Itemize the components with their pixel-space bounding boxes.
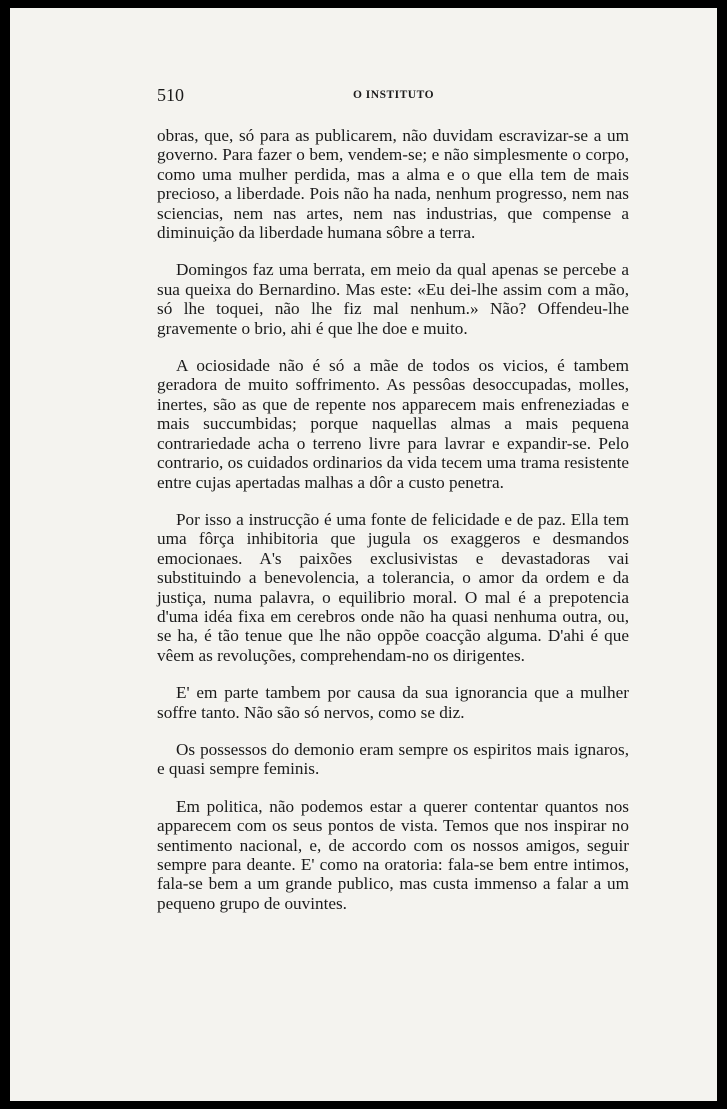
paragraph-2: Domingos faz uma berrata, em meio da qual apenas se percebe a sua queixa do Bernardino. Mas este: «Eu dei-lhe assim com a mão, só lhe toquei, não lhe fiz mal nenhum.» Não? Offendeu-lhe gravemente o brio, ahi é que lhe doe e muito. [157,260,629,338]
paragraph-4: Por isso a instrucção é uma fonte de felicidade e de paz. Ella tem uma fôrça inhibitoria que jugula os exaggeros e desmandos emocionaes. A's paixões exclusivistas e devastadoras vai substituindo a benevolencia, a tolerancia, o amor da ordem e da justiça, numa palavra, o equilibrio moral. O mal é a prepotencia d'uma idéa fixa em cerebros onde não ha quasi nenhuma outra, ou, se ha, é tão tenue que lhe não oppõe coacção alguma. D'ahi é que vêem as revoluções, comprehendam-no os dirigentes. [157,509,629,665]
page-header [157,85,630,109]
paragraph-6: Os possessos do demonio eram sempre os espiritos mais ignaros, e quasi sempre feminis. [157,739,629,779]
paragraph-3: A ociosidade não é só a mãe de todos os vicios, é tambem geradora de muito soffrimento. As pessôas desoccupadas, molles, inertes, são as que de repente nos apparecem mais enfreneziadas e mais succumbidas; porque naquellas almas a mais pequena contrariedade acha o terreno livre para lavrar e expandir-se. Pelo contrario, os cuidados ordinarios da vida tecem uma trama resistente entre cujas apertadas malhas a dôr a custo penetra. [157,356,629,492]
paragraph-5: E' em parte tambem por causa da sua ignorancia que a mulher soffre tanto. Não são só nervos, como se diz. [157,683,629,722]
paragraph-1: obras, que, só para as publicarem, não duvidam escravizar-se a um governo. Para fazer o bem, vendem-se; e não simplesmente o corpo, como uma mulher perdida, mas a alma e o que ella tem de mais precioso, a liberdade. Pois não ha nada, nenhum progresso, nem nas sciencias, nem nas artes, nem nas industrias, que compense a diminuição da liberdade humana sôbre a terra. [157,126,629,243]
paragraph-7: Em politica, não podemos estar a querer contentar quantos nos apparecem com os seus pontos de vista. Temos que nos inspirar no sentimento nacional, e, de accordo com os nossos amigos, seguir sempre para deante. E' como na oratoria: fala-se bem entre intimos, fala-se bem a um grande publico, mas custa immenso a falar a um pequeno grupo de ouvintes. [157,796,629,913]
body-text [157,126,629,931]
running-head: O INSTITUTO [352,89,435,101]
page-number: 510 [157,85,184,105]
